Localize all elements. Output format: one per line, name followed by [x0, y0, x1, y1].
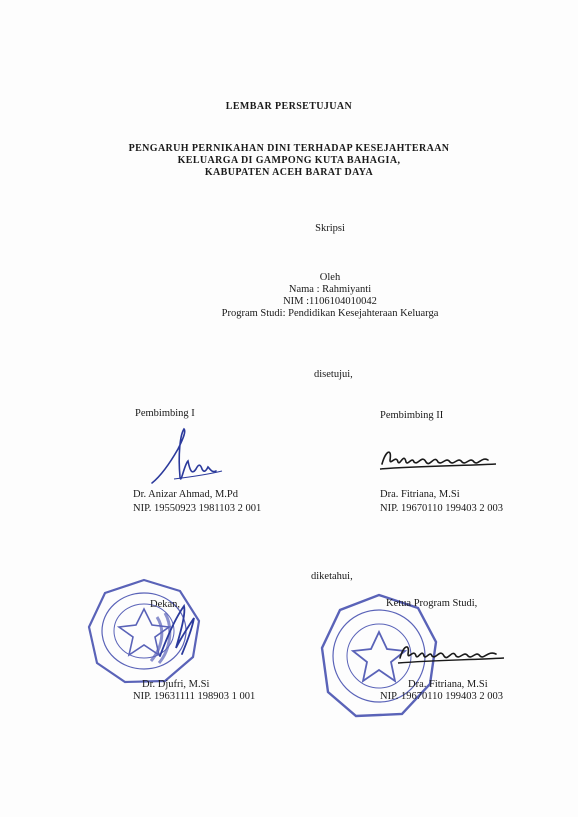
dean-nip: NIP. 19631111 198903 1 001 [133, 691, 256, 702]
program-head-name: Dra. Fitriana, M.Si [408, 679, 488, 690]
author-nim: NIM :1106104010042 [283, 296, 377, 307]
supervisor1-name: Dr. Anizar Ahmad, M.Pd [133, 489, 238, 500]
author-by: Oleh [319, 272, 341, 283]
dean-signature [150, 600, 200, 660]
program-head-nip: NIP. 19670110 199403 2 003 [380, 691, 503, 702]
acknowledged-label: diketahui, [311, 571, 353, 582]
program-head-signature [396, 640, 506, 666]
document-type: Skripsi [315, 223, 345, 234]
title-line-3: KABUPATEN ACEH BARAT DAYA [204, 167, 374, 178]
page-header: LEMBAR PERSETUJUAN [225, 101, 353, 112]
thesis-title [50, 143, 528, 179]
supervisor1-signature [150, 425, 230, 490]
supervisor2-role: Pembimbing II [380, 410, 444, 421]
supervisor2-nip: NIP. 19670110 199403 2 003 [380, 503, 503, 514]
author-block [0, 272, 578, 320]
program-head-role: Ketua Program Studi, [386, 598, 478, 609]
dean-role: Dekan, [150, 599, 181, 610]
supervisor2-name: Dra. Fitriana, M.Si [380, 489, 460, 500]
supervisor2-signature [378, 444, 498, 474]
title-line-2: KELUARGA DI GAMPONG KUTA BAHAGIA, [177, 155, 401, 166]
approved-label: disetujui, [314, 369, 353, 380]
title-line-1: PENGARUH PERNIKAHAN DINI TERHADAP KESEJAHTERAAN [128, 143, 450, 154]
author-program: Program Studi: Pendidikan Kesejahteraan Keluarga [221, 308, 439, 319]
dean-name: Dr. Djufri, M.Si [142, 679, 210, 690]
supervisor1-nip: NIP. 19550923 1981103 2 001 [133, 503, 262, 514]
author-name: Nama : Rahmiyanti [288, 284, 372, 295]
supervisor1-role: Pembimbing I [135, 408, 195, 419]
